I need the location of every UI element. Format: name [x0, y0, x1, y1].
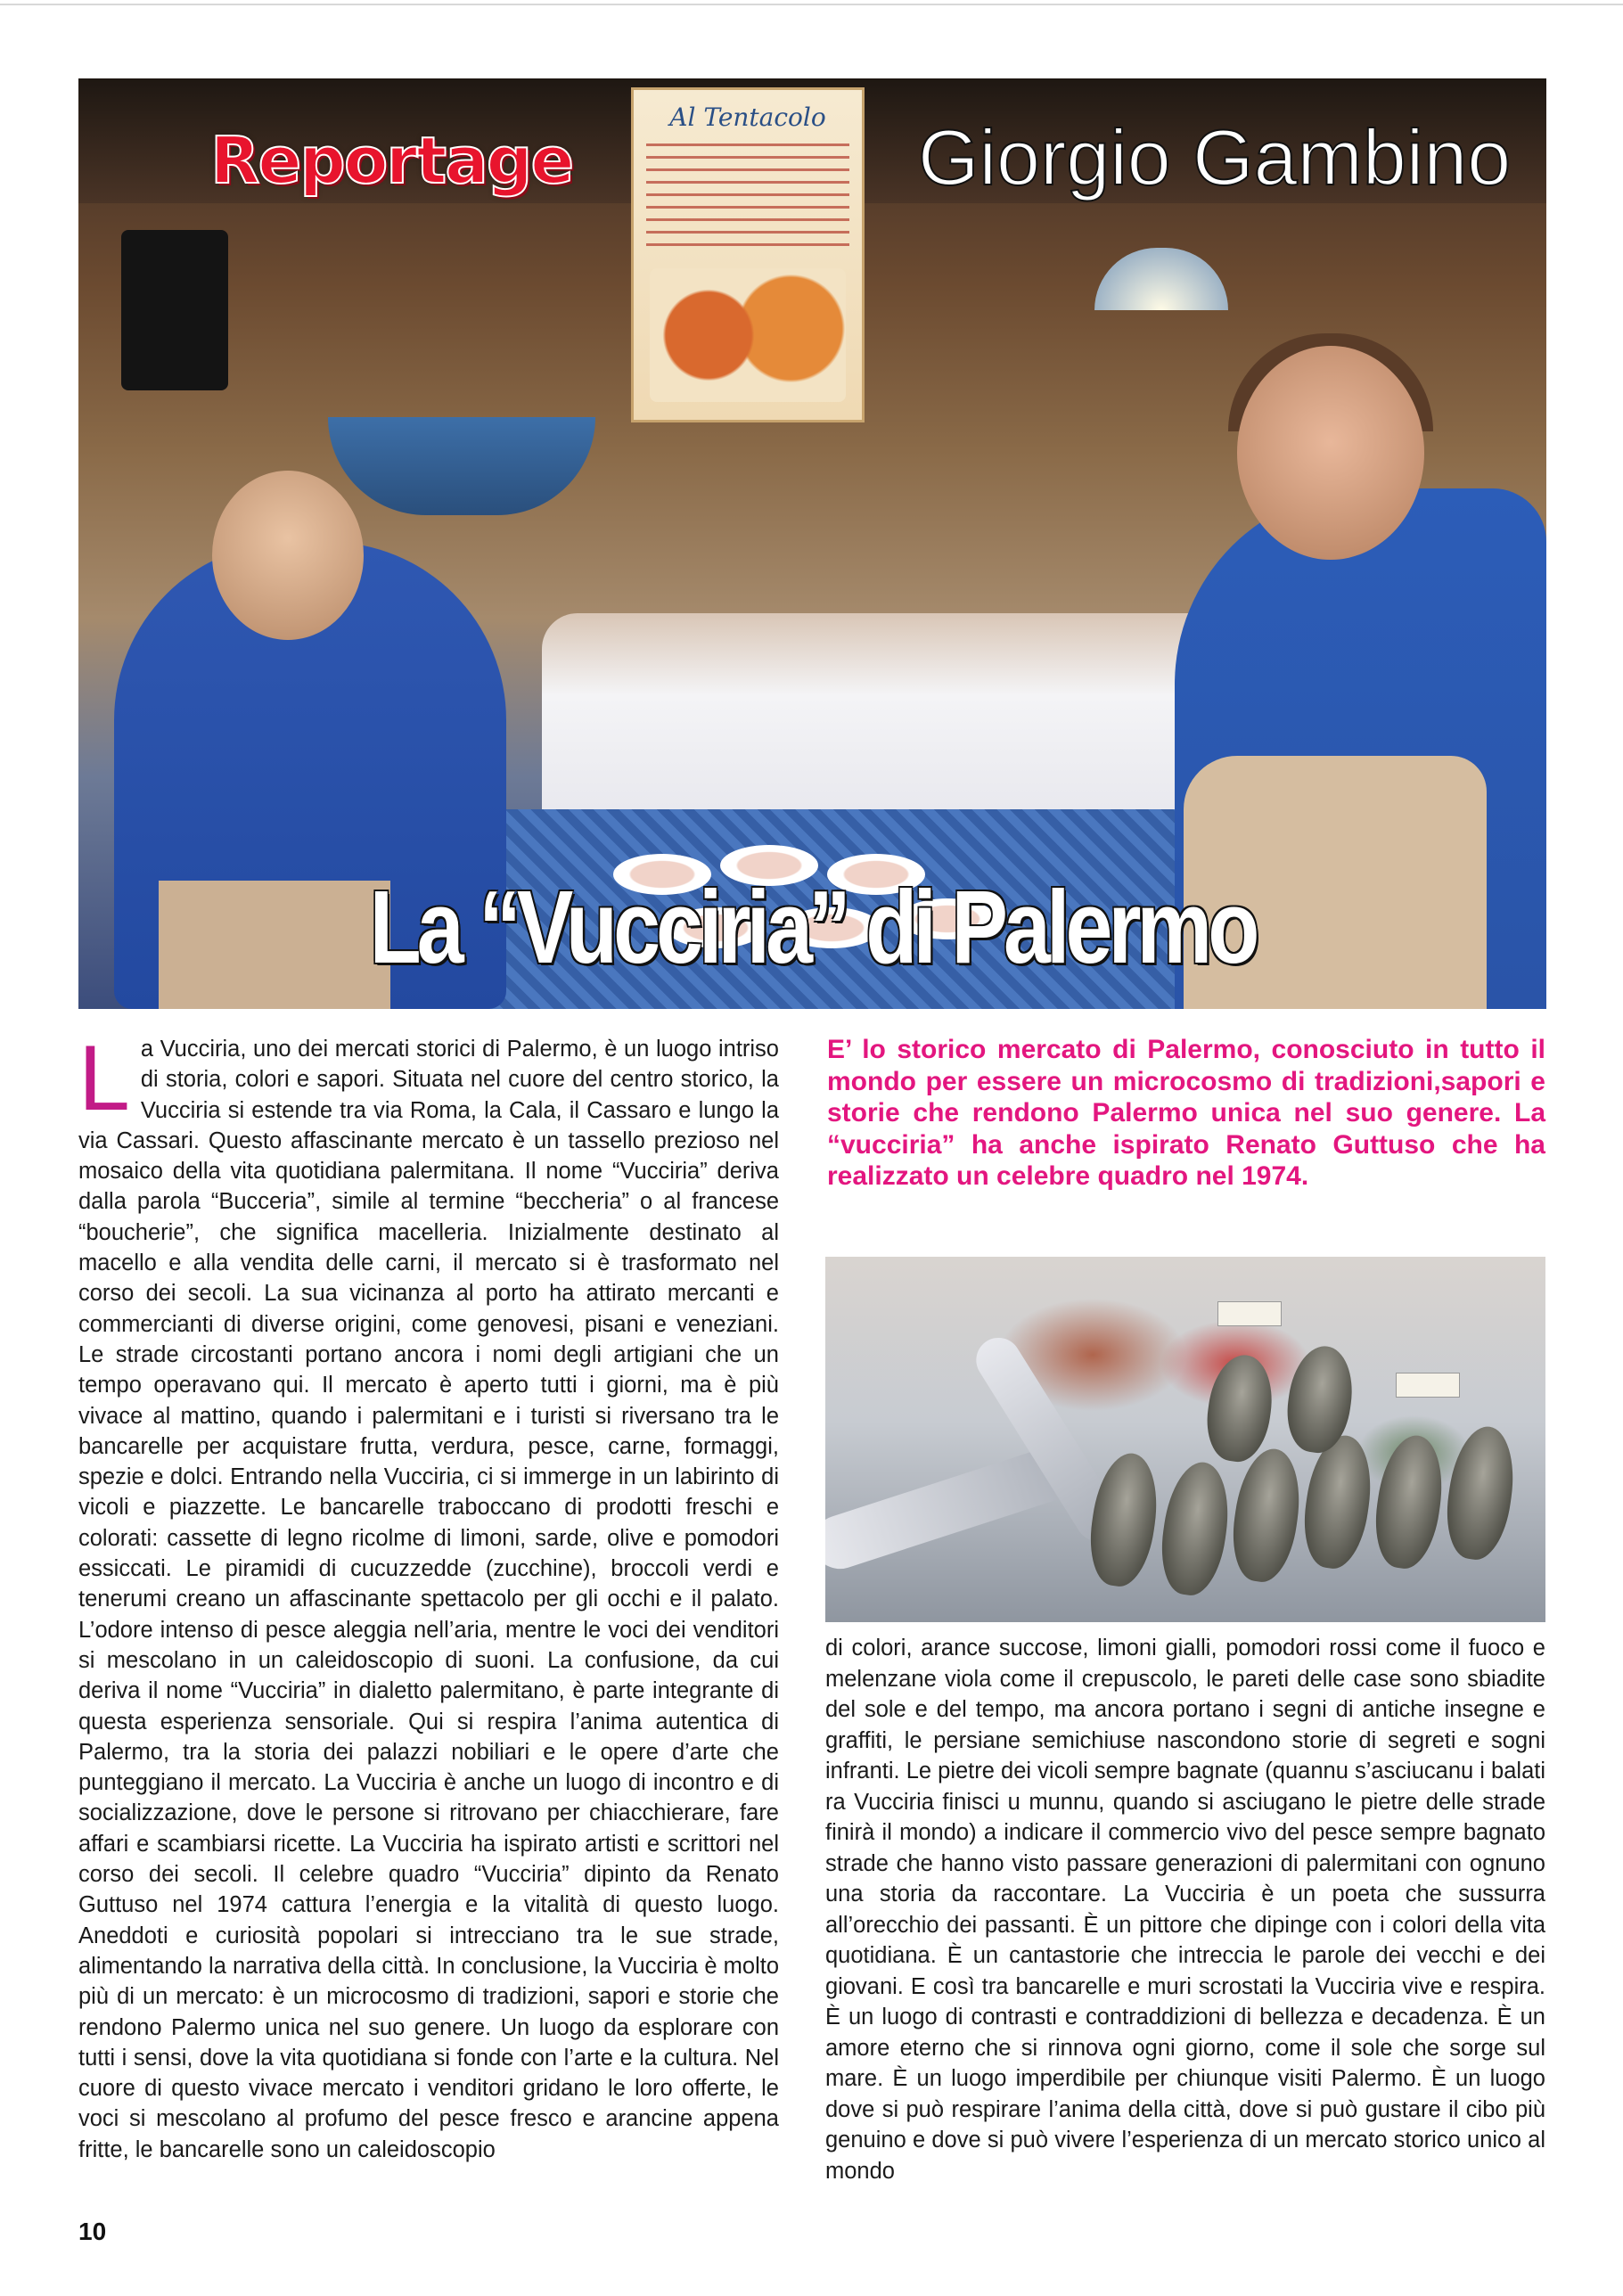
photo-vendor-right-head [1237, 346, 1424, 560]
sign-title: Al Tentacolo [669, 102, 826, 132]
body-left-text: a Vucciria, uno dei mercati storici di Palermo, è un luogo intriso di storia, colori e sapori. Situata nel cuore del centro storico, la Vucciria si estende tra via Roma, la Cala, il Cassaro e lungo la via Cassari. Questo affascinante mercato è un tassello prezioso nel mosaico della vita quotidiana palermitana. Il nome “Vucciria” deriva dalla parola “Bucceria”, simile al termine “beccheria” o al francese “boucherie”, che significa macelleria. Inizialmente destinato al macello e alla vendita delle carni, il mercato si è trasformato nel corso dei secoli. La sua vicinanza al porto ha attirato mercanti e commercianti di diverse origini, come genovesi, pisani e veneziani. Le strade circostanti portano ancora i nomi degli artigiani che un tempo operavano qui. Il mercato è aperto tutti i giorni, ma è più vivace al mattino, quando i palermitani e i turisti si riversano tra le bancarelle per acquistare frutta, verdura, pesce, carne, formaggi, spezie e dolci. Entrando nella Vucciria, ci si immerge in un labirinto di vicoli e piazzette. Le bancarelle traboccano di prodotti freschi e colorati: cassette di legno ricolme di limoni, sarde, olive e pomodori essiccati. Le piramidi di cucuzzedde (zucchine), broccoli verdi e tenerumi creano un affascinante spettacolo per gli occhi e il palato. L’odore intenso di pesce aleggia nell’aria, mentre le voci dei venditori si mescolano in un caleidoscopio di suoni. La confusione, da cui deriva il nome “Vucciria” in dialetto palermitano, è parte integrante di questa esperienza sensoriale. Qui si respira l’anima autentica di Palermo, tra la storia dei palazzi nobiliari e le opere d’arte che punteggiano il mercato. La Vucciria è anche un luogo di incontro e di socializzazione, dove le persone si ritrovano per chiacchierare, fare affari e scambiarsi ricette. La Vucciria ha ispirato artisti e scrittori nel corso dei secoli. Il celebre quadro “Vucciria” dipinto da Renato Guttuso nel 1974 cattura l’energia e la vitalità di questo luogo. Aneddoti e curiosità popolari si intrecciano tra le sue strade, alimentando la narrativa della città. In conclusione, la Vucciria è molto più di un mercato: è un microcosmo di tradizioni, sapori e storie che rendono Palermo unica nel suo genere. Un luogo da esplorare con tutti i sensi, dove la vita quotidiana si fonde con l’arte e la cultura. Nel cuore di questo vivace mercato i venditori gridano le loro offerte, le voci si mescolano al profumo del pesce fresco e arancine appena fritte, le bancarelle sono un caleidoscopio [78, 1037, 779, 2162]
photo-painted-boat [328, 417, 595, 515]
photo-speaker [121, 230, 228, 390]
drop-cap: L [78, 1027, 130, 1130]
fish-market-photo [825, 1257, 1545, 1622]
photo-cuttlefish [1298, 1431, 1378, 1572]
sign-food-image [650, 268, 846, 402]
photo-cuttlefish [1155, 1458, 1235, 1599]
lead-paragraph: E’ lo storico mercato di Palermo, conosciuto in tutto il mondo per essere un microcosmo di tradizioni,sapori e storie che rendono Palermo unica nel suo genere. La “vucciria” ha anche ispirato Renato Guttuso che ha realizzato un celebre quadro nel 1974. [827, 1035, 1545, 1191]
photo-cuttlefish [1369, 1431, 1449, 1572]
top-rule [0, 4, 1623, 5]
article-title: La “Vucciria” di Palermo [369, 869, 1256, 985]
section-label: Reportage [210, 123, 573, 198]
photo-cuttlefish [1201, 1351, 1278, 1466]
photo-cuttlefish [1440, 1423, 1521, 1563]
photo-price-tag [1396, 1373, 1460, 1398]
photo-fish-counter [542, 613, 1273, 818]
page-number: 10 [78, 2218, 107, 2245]
sign-menu-lines [646, 144, 849, 250]
photo-vendor-left-head [212, 471, 364, 640]
photo-cuttlefish [1084, 1449, 1164, 1590]
author-name: Giorgio Gambino [918, 113, 1512, 201]
photo-price-tag [1217, 1301, 1282, 1326]
body-left-column [78, 1027, 779, 2165]
photo-lamp [1094, 248, 1228, 310]
hero-photo [78, 78, 1546, 1009]
photo-cuttlefish [1226, 1445, 1307, 1586]
body-right-column: di colori, arance succose, limoni gialli, pomodori rossi come il fuoco e melenzane viola come il crepuscolo, le pareti delle case sono sbiadite del sole e del tempo, ma ancora portano i segni di antiche insegne e graffiti, le persiane semichiuse nascondono storie di segreti e sogni infranti. Le pietre dei vicoli sempre bagnate (quannu s’asciucanu i balati ra Vucciria finisci u munnu, quando si asciugano le pietre delle strade finirà il mondo) a indicare il commercio vivo del pesce sempre bagnato strade che hanno visto passare generazioni di palermitani con ognuno una storia da raccontare. La Vucciria è un poeta che sussurra all’orecchio dei passanti. È un pittore che dipinge con i colori della vita quotidiana. È un cantastorie che intreccia le parole dei vecchi e dei giovani. E così tra bancarelle e muri scrostati la Vucciria vive e respira. È un luogo di contrasti e contraddizioni di bellezza e decadenza. È un amore eterno che si rinnova ogni giorno, come il sole che sorge sul mare. È un luogo imperdibile per chiunque visiti Palermo. È un luogo dove si può respirare l’anima della città, dove si può gustare il cibo più genuino e dove si può vivere l’esperienza di un mercato storico unico al mondo [825, 1636, 1545, 2184]
photo-restaurant-sign [631, 87, 865, 422]
